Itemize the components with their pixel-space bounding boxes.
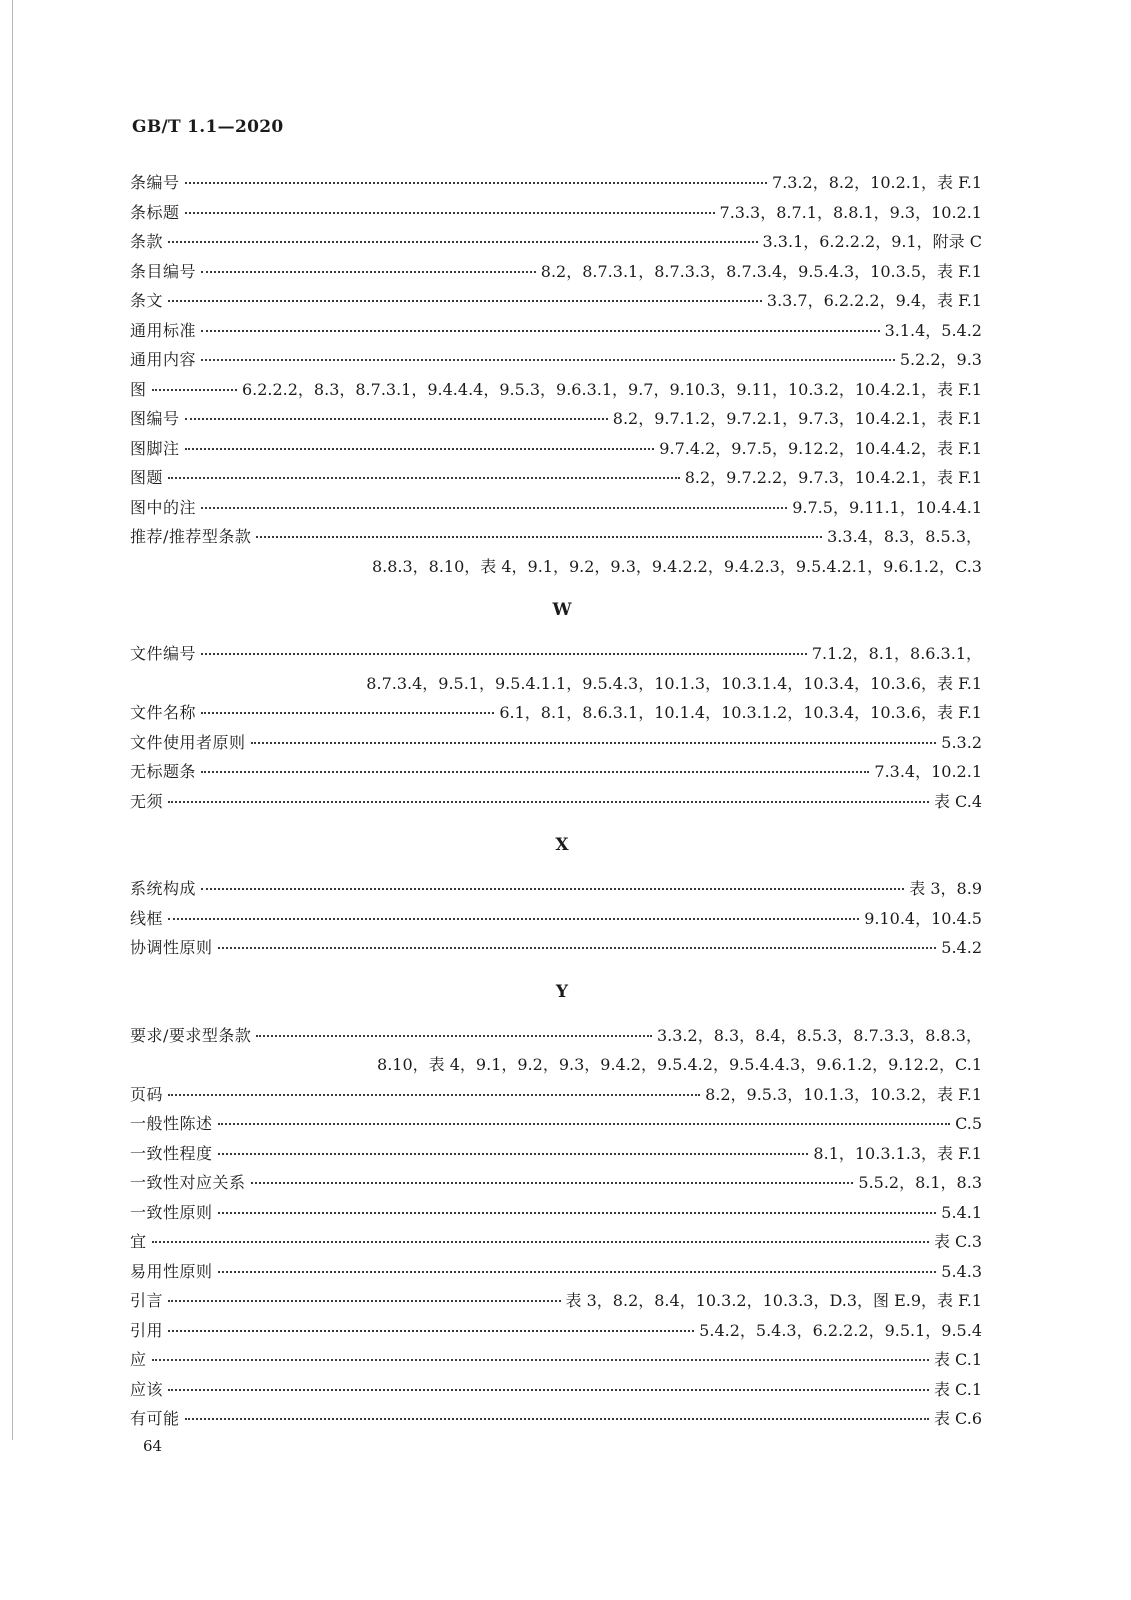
index-entry-line [130, 698, 982, 728]
index-entry-line [130, 1080, 982, 1110]
dot-leader [185, 182, 767, 184]
dot-leader [168, 918, 859, 920]
index-entry-line [130, 1109, 982, 1139]
index-entry [130, 787, 982, 817]
dot-leader [251, 742, 937, 744]
index-entry [130, 874, 982, 904]
index-references: 9.7.5，9.11.1，10.4.4.1 [792, 497, 982, 517]
index-entry-line [130, 286, 982, 316]
index-term: 无须 [130, 791, 164, 811]
dot-leader [218, 947, 937, 949]
index-entry-line [130, 1286, 982, 1316]
index-entry-line [130, 434, 982, 464]
dot-leader [152, 1359, 929, 1361]
page-number: 64 [143, 1437, 163, 1455]
index-term: 通用内容 [130, 350, 197, 369]
index-entry [130, 1286, 982, 1316]
index-entry-line [130, 757, 982, 787]
index-entry-line [130, 345, 982, 375]
index-term: 文件名称 [130, 703, 197, 722]
index-references: 表 3，8.9 [909, 879, 982, 898]
index-entry [130, 375, 982, 405]
index-references: 5.4.1 [941, 1202, 982, 1222]
index-entry-line [130, 1375, 982, 1405]
index-references: 3.3.2，8.3，8.4，8.5.3，8.7.3.3，8.8.3， [656, 1025, 982, 1045]
index-references: 6.1，8.1，8.6.3.1，10.1.4，10.3.1.2，10.3.4，10.3.6，表 F.1 [499, 703, 982, 722]
index-entry [130, 286, 982, 316]
index-entry-line [130, 1021, 982, 1051]
dot-leader [218, 1212, 937, 1214]
index-references: 8.2，9.7.1.2，9.7.2.1，9.7.3，10.4.2.1，表 F.1 [612, 409, 982, 428]
index-term: 引用 [130, 1320, 164, 1340]
index-entry [130, 1345, 982, 1375]
index-term: 条编号 [130, 173, 180, 192]
dot-leader [152, 1241, 929, 1243]
index-term: 图题 [130, 468, 164, 487]
index-entry [130, 1139, 982, 1169]
dot-leader [201, 507, 787, 509]
index-term: 文件使用者原则 [130, 732, 246, 752]
index-term: 通用标准 [130, 320, 197, 340]
index-entry-line [130, 198, 982, 228]
index-term: 要求/要求型条款 [130, 1025, 252, 1045]
index-term: 易用性原则 [130, 1261, 213, 1281]
index-references-continued: 8.10，表 4，9.1，9.2，9.3，9.4.2，9.5.4.2，9.5.4.4.3，9.6.1.2，9.12.2，C.1 [377, 1055, 982, 1074]
dot-leader [251, 1182, 854, 1184]
index-entry [130, 257, 982, 287]
index-entry-line [130, 227, 982, 257]
index-entry [130, 1109, 982, 1139]
index-entry-line [130, 933, 982, 963]
index-term: 一致性原则 [130, 1202, 213, 1222]
index-references: 8.2，8.7.3.1，8.7.3.3，8.7.3.4，9.5.4.3，10.3.5，表 F.1 [540, 261, 982, 281]
index-entry [130, 345, 982, 375]
index-references: 8.2，9.5.3，10.1.3，10.3.2，表 F.1 [705, 1084, 982, 1104]
index-term: 应该 [130, 1379, 164, 1399]
index-term: 图中的注 [130, 497, 197, 517]
index-term: 条款 [130, 232, 164, 251]
dot-leader [201, 888, 904, 890]
index-list [130, 168, 982, 1434]
index-term: 系统构成 [130, 879, 197, 898]
index-references: 表 C.1 [933, 1379, 982, 1399]
index-entry [130, 522, 982, 581]
index-entry [130, 933, 982, 963]
dot-leader [201, 712, 494, 714]
index-term: 图脚注 [130, 438, 180, 458]
index-entry-line [130, 904, 982, 934]
index-entry [130, 1375, 982, 1405]
index-entry [130, 404, 982, 434]
index-references: 8.1，10.3.1.3，表 F.1 [813, 1143, 982, 1163]
dot-leader [168, 801, 929, 803]
index-references: C.5 [955, 1114, 982, 1133]
section-letter: X [555, 835, 569, 855]
index-term: 一般性陈述 [130, 1114, 213, 1133]
section-letter: W [552, 600, 572, 620]
index-references-continued: 8.7.3.4，9.5.1，9.5.4.1.1，9.5.4.3，10.1.3，10.3.1.4，10.3.4，10.3.6，表 F.1 [366, 673, 982, 693]
index-entry-line [130, 728, 982, 758]
dot-leader [168, 300, 762, 302]
dot-leader [218, 1153, 809, 1155]
dot-leader [168, 1330, 694, 1332]
index-term: 应 [130, 1350, 147, 1369]
index-term: 一致性程度 [130, 1143, 213, 1163]
index-term: 条目编号 [130, 261, 197, 281]
index-entry-line [130, 404, 982, 434]
index-term: 协调性原则 [130, 938, 213, 957]
standard-code: GB/T 1.1—2020 [132, 117, 284, 137]
index-entry [130, 1198, 982, 1228]
index-entry-line [130, 257, 982, 287]
index-references: 3.3.4，8.3，8.5.3， [827, 527, 982, 546]
index-references: 表 C.1 [933, 1350, 982, 1369]
dot-leader [201, 653, 807, 655]
index-entry [130, 1227, 982, 1257]
dot-leader [168, 1389, 929, 1391]
index-entry [130, 698, 982, 728]
index-entry [130, 639, 982, 698]
index-references: 5.2.2，9.3 [899, 350, 982, 369]
index-references: 5.4.2，5.4.3，6.2.2.2，9.5.1，9.5.4 [699, 1320, 982, 1340]
index-entry [130, 904, 982, 934]
scan-edge-line [12, 0, 13, 1440]
index-entry-line [130, 316, 982, 346]
index-entry [130, 493, 982, 523]
dot-leader [201, 330, 880, 332]
index-references: 3.1.4，5.4.2 [884, 320, 982, 340]
index-references: 7.1.2，8.1，8.6.3.1， [811, 644, 982, 663]
index-references: 表 C.4 [933, 791, 982, 811]
index-term: 页码 [130, 1084, 164, 1104]
index-entry-line [130, 375, 982, 405]
dot-leader [256, 536, 822, 538]
index-entry [130, 1021, 982, 1080]
index-entry-line [130, 522, 982, 552]
index-term: 宜 [130, 1232, 147, 1251]
index-entry-line [130, 1257, 982, 1287]
index-references-continued: 8.8.3，8.10，表 4，9.1，9.2，9.3，9.4.2.2，9.4.2.3，9.5.4.2.1，9.6.1.2，C.3 [371, 556, 982, 576]
index-entry [130, 227, 982, 257]
index-references: 5.4.2 [941, 938, 982, 957]
index-entry [130, 168, 982, 198]
index-references: 5.5.2，8.1，8.3 [858, 1173, 982, 1192]
index-references: 3.3.7，6.2.2.2，9.4，表 F.1 [766, 291, 982, 310]
index-references: 表 C.3 [933, 1232, 982, 1251]
index-term: 条文 [130, 291, 164, 310]
index-entry-line [130, 168, 982, 198]
index-entry-line [130, 874, 982, 904]
index-entry [130, 1080, 982, 1110]
index-entry-line [130, 1345, 982, 1375]
dot-leader [168, 241, 758, 243]
index-term: 有可能 [130, 1409, 180, 1428]
index-entry-line [130, 787, 982, 817]
index-references: 6.2.2.2，8.3，8.7.3.1，9.4.4.4，9.5.3，9.6.3.1，9.7，9.10.3，9.11，10.3.2，10.4.2.1，表 F.1 [241, 379, 982, 399]
dot-leader [201, 359, 895, 361]
index-references: 5.3.2 [941, 732, 982, 752]
index-entry-line [130, 463, 982, 493]
index-entry-line [130, 1404, 982, 1434]
index-references: 9.10.4，10.4.5 [864, 908, 982, 928]
index-entry-line [130, 1198, 982, 1228]
index-entry [130, 1404, 982, 1434]
index-entry-line [130, 1227, 982, 1257]
index-references: 8.2，9.7.2.2，9.7.3，10.4.2.1，表 F.1 [684, 468, 982, 487]
dot-leader [168, 477, 680, 479]
index-term: 一致性对应关系 [130, 1173, 246, 1192]
dot-leader [185, 1418, 929, 1420]
index-entry-line [130, 493, 982, 523]
index-term: 推荐/推荐型条款 [130, 527, 252, 546]
index-entry-line [130, 1168, 982, 1198]
index-references: 9.7.4.2，9.7.5，9.12.2，10.4.4.2，表 F.1 [659, 438, 982, 458]
index-entry [130, 1257, 982, 1287]
index-references: 3.3.1，6.2.2.2，9.1，附录 C [762, 232, 982, 251]
index-term: 文件编号 [130, 644, 197, 663]
dot-leader [168, 1300, 561, 1302]
index-entry-line [130, 1139, 982, 1169]
dot-leader [185, 418, 608, 420]
dot-leader [201, 271, 536, 273]
index-references: 7.3.3，8.7.1，8.8.1，9.3，10.2.1 [719, 202, 982, 222]
index-term: 引言 [130, 1291, 164, 1310]
dot-leader [256, 1035, 652, 1037]
index-term: 图编号 [130, 409, 180, 428]
dot-leader [152, 389, 237, 391]
dot-leader [218, 1271, 937, 1273]
index-entry [130, 1316, 982, 1346]
index-entry-line [130, 639, 982, 669]
index-term: 线框 [130, 908, 164, 928]
index-entry [130, 757, 982, 787]
index-term: 图 [130, 379, 147, 399]
index-entry [130, 198, 982, 228]
dot-leader [168, 1094, 700, 1096]
dot-leader [185, 448, 655, 450]
index-references: 表 3，8.2，8.4，10.3.2，10.3.3，D.3，图 E.9，表 F.1 [565, 1291, 982, 1310]
index-entry [130, 728, 982, 758]
index-entry [130, 434, 982, 464]
index-entry [130, 316, 982, 346]
index-term: 无标题条 [130, 762, 197, 781]
index-references: 7.3.4，10.2.1 [874, 762, 982, 781]
index-entry-line [130, 1316, 982, 1346]
index-entry [130, 463, 982, 493]
index-references: 7.3.2，8.2，10.2.1，表 F.1 [771, 173, 982, 192]
index-term: 条标题 [130, 202, 180, 222]
dot-leader [201, 771, 869, 773]
index-references: 表 C.6 [933, 1409, 982, 1428]
dot-leader [218, 1123, 951, 1125]
dot-leader [185, 212, 715, 214]
section-letter: Y [555, 981, 569, 1002]
index-references: 5.4.3 [941, 1261, 982, 1281]
index-entry [130, 1168, 982, 1198]
